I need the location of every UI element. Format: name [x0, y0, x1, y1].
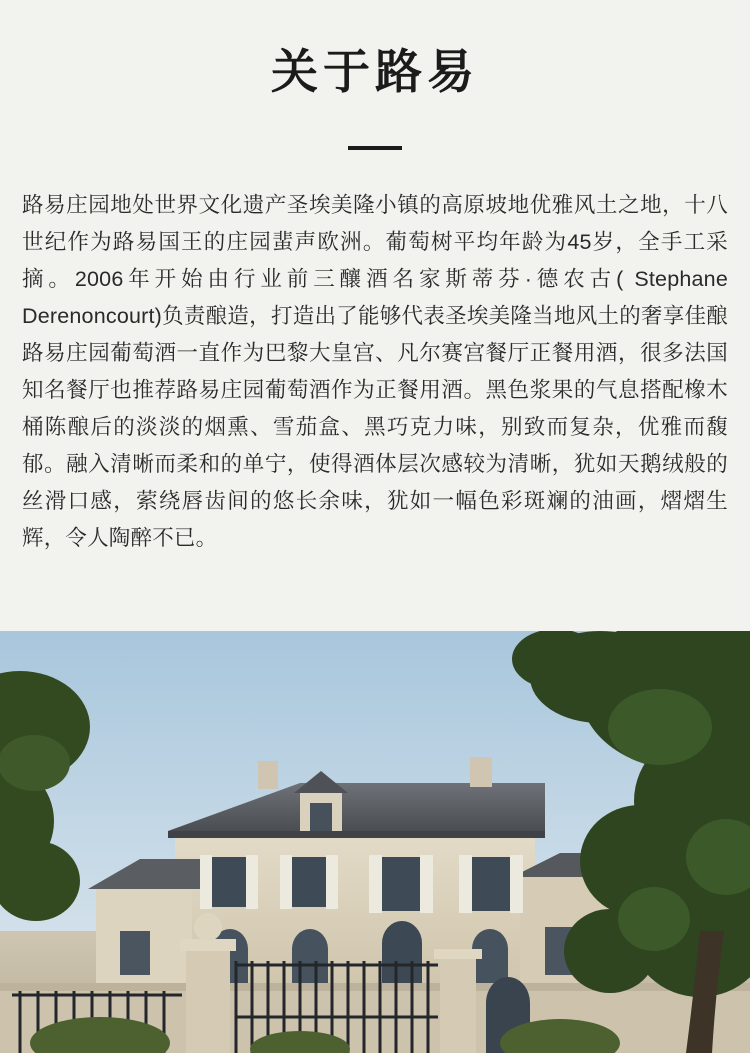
chateau-illustration	[0, 631, 750, 1053]
chateau-photo	[0, 631, 750, 1053]
divider-line	[348, 146, 402, 150]
page-title: 关于路易	[271, 47, 479, 99]
about-body-text: 路易庄园地处世界文化遗产圣埃美隆小镇的高原坡地优雅风土之地，十八世纪作为路易国王的庄园蜚声欧洲。葡萄树平均年龄为45岁，全手工采摘。2006年开始由行业前三釀酒名家斯蒂芬·德农古( Stephane Derenoncourt)负责酿造，打造出了能够代表圣埃美隆当地风土的奢享佳酿路易庄园葡萄酒一直作为巴黎大皇宫、凡尔赛宫餐厅正餐用酒，很多法国知名餐厅也推荐路易庄园葡萄酒作为正餐用酒。黑色浆果的气息搭配橡木桶陈酿后的淡淡的烟熏、雪茄盒、黑巧克力味，别致而复杂，优雅而馥郁。融入清晰而柔和的单宁，使得酒体层次感较为清晰，犹如天鹅绒般的丝滑口感，萦绕唇齿间的悠长余味，犹如一幅色彩斑斓的油画，熠熠生辉，令人陶醉不已。	[22, 192, 728, 550]
